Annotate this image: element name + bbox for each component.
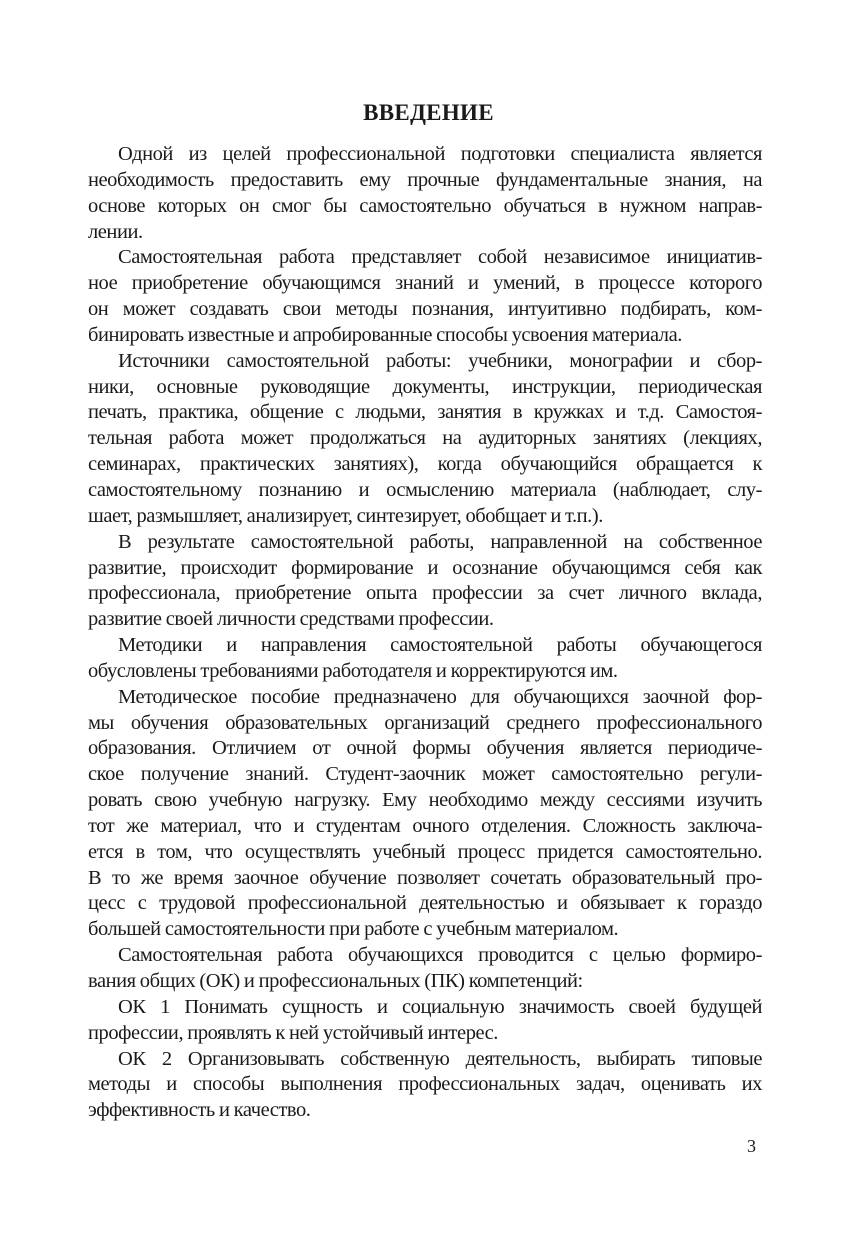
text-line: В то же время заочное обучение позволяет сочетать образовательный про- xyxy=(88,866,762,889)
text-line: тельная работа может продолжаться на аудиторных занятиях (лекциях, xyxy=(88,427,762,450)
text-line: развитие, происходит формирование и осознание обучающимся себя как xyxy=(88,556,762,579)
text-line: ное приобретение обучающимся знаний и умений, в процессе которого xyxy=(88,272,762,295)
text-line: ОК 2 Организовывать собственную деятельность, выбирать типовые xyxy=(118,1047,762,1070)
text-line: методы и способы выполнения профессиональных задач, оценивать их xyxy=(88,1073,762,1096)
paragraph xyxy=(88,633,762,685)
text-line: ровать свою учебную нагрузку. Ему необходимо между сессиями изучить xyxy=(88,789,762,812)
text-line: ники, основные руководящие документы, инструкции, периодическая xyxy=(88,375,762,398)
paragraph xyxy=(88,685,762,943)
text-line: Самостоятельная работа обучающихся проводится с целью формиро- xyxy=(118,944,762,967)
text-line: семинарах, практических занятиях), когда обучающийся обращается к xyxy=(88,453,762,476)
text-line: печать, практика, общение с людьми, занятия в кружках и т.д. Самостоя- xyxy=(88,401,762,424)
text-line: профессии, проявлять к ней устойчивый интерес. xyxy=(88,1021,498,1044)
text-line: Одной из целей профессиональной подготовки специалиста является xyxy=(118,143,762,165)
text-line: ется в том, что осуществлять учебный процесс придется самостоятельно. xyxy=(88,840,762,863)
page-title: ВВЕДЕНИЕ xyxy=(363,100,494,125)
text-line: В результате самостоятельной работы, направленной на собственное xyxy=(118,530,762,553)
text-line: развитие своей личности средствами профессии. xyxy=(88,608,494,631)
text-line: бинировать известные и апробированные способы усвоения материала. xyxy=(88,323,682,346)
text-line: мы обучения образовательных организаций среднего профессионального xyxy=(88,711,762,734)
paragraph xyxy=(88,943,762,995)
paragraph xyxy=(88,995,762,1047)
text-line: Методики и направления самостоятельной работы обучающегося xyxy=(118,634,762,657)
text-line: образования. Отличием от очной формы обучения является периодиче- xyxy=(88,737,762,760)
paragraph xyxy=(88,245,762,348)
text-line: ское получение знаний. Студент-заочник может самостоятельно регули- xyxy=(88,763,762,786)
text-line: профессионала, приобретение опыта профессии за счет личного вклада, xyxy=(88,582,762,605)
text-line: цесс с трудовой профессиональной деятельностью и обязывает к гораздо xyxy=(88,892,762,915)
paragraph xyxy=(88,530,762,633)
text-line: вания общих (ОК) и профессиональных (ПК) компетенций: xyxy=(88,970,583,992)
text-line: он может создавать свои методы познания, интуитивно подбирать, ком- xyxy=(88,298,762,321)
body-text xyxy=(88,142,762,1124)
text-line: самостоятельному познанию и осмыслению материала (наблюдает, слу- xyxy=(88,478,762,501)
text-line: Источники самостоятельной работы: учебники, монографии и сбор- xyxy=(118,349,762,372)
text-line: необходимость предоставить ему прочные фундаментальные знания, на xyxy=(88,168,762,191)
text-line: ОК 1 Понимать сущность и социальную значимость своей будущей xyxy=(118,995,762,1018)
page-number: 3 xyxy=(747,1136,756,1156)
text-line: большей самостоятельности при работе с учебным материалом. xyxy=(88,918,619,941)
text-line: Методическое пособие предназначено для обучающихся заочной фор- xyxy=(118,685,762,708)
paragraph xyxy=(88,1047,762,1125)
text-line: эффективность и качество. xyxy=(88,1099,311,1122)
paragraph xyxy=(88,142,762,245)
text-line: Самостоятельная работа представляет собой независимое инициатив- xyxy=(118,246,762,269)
text-line: шает, размышляет, анализирует, синтезирует, обобщает и т.п.). xyxy=(88,504,603,527)
text-line: тот же материал, что и студентам очного отделения. Сложность заключа- xyxy=(88,814,762,837)
text-line: обусловлены требованиями работодателя и корректируются им. xyxy=(88,659,618,682)
text-line: основе которых он смог бы самостоятельно обучаться в нужном направ- xyxy=(88,194,762,217)
text-line: лении. xyxy=(88,220,143,243)
paragraph xyxy=(88,349,762,530)
